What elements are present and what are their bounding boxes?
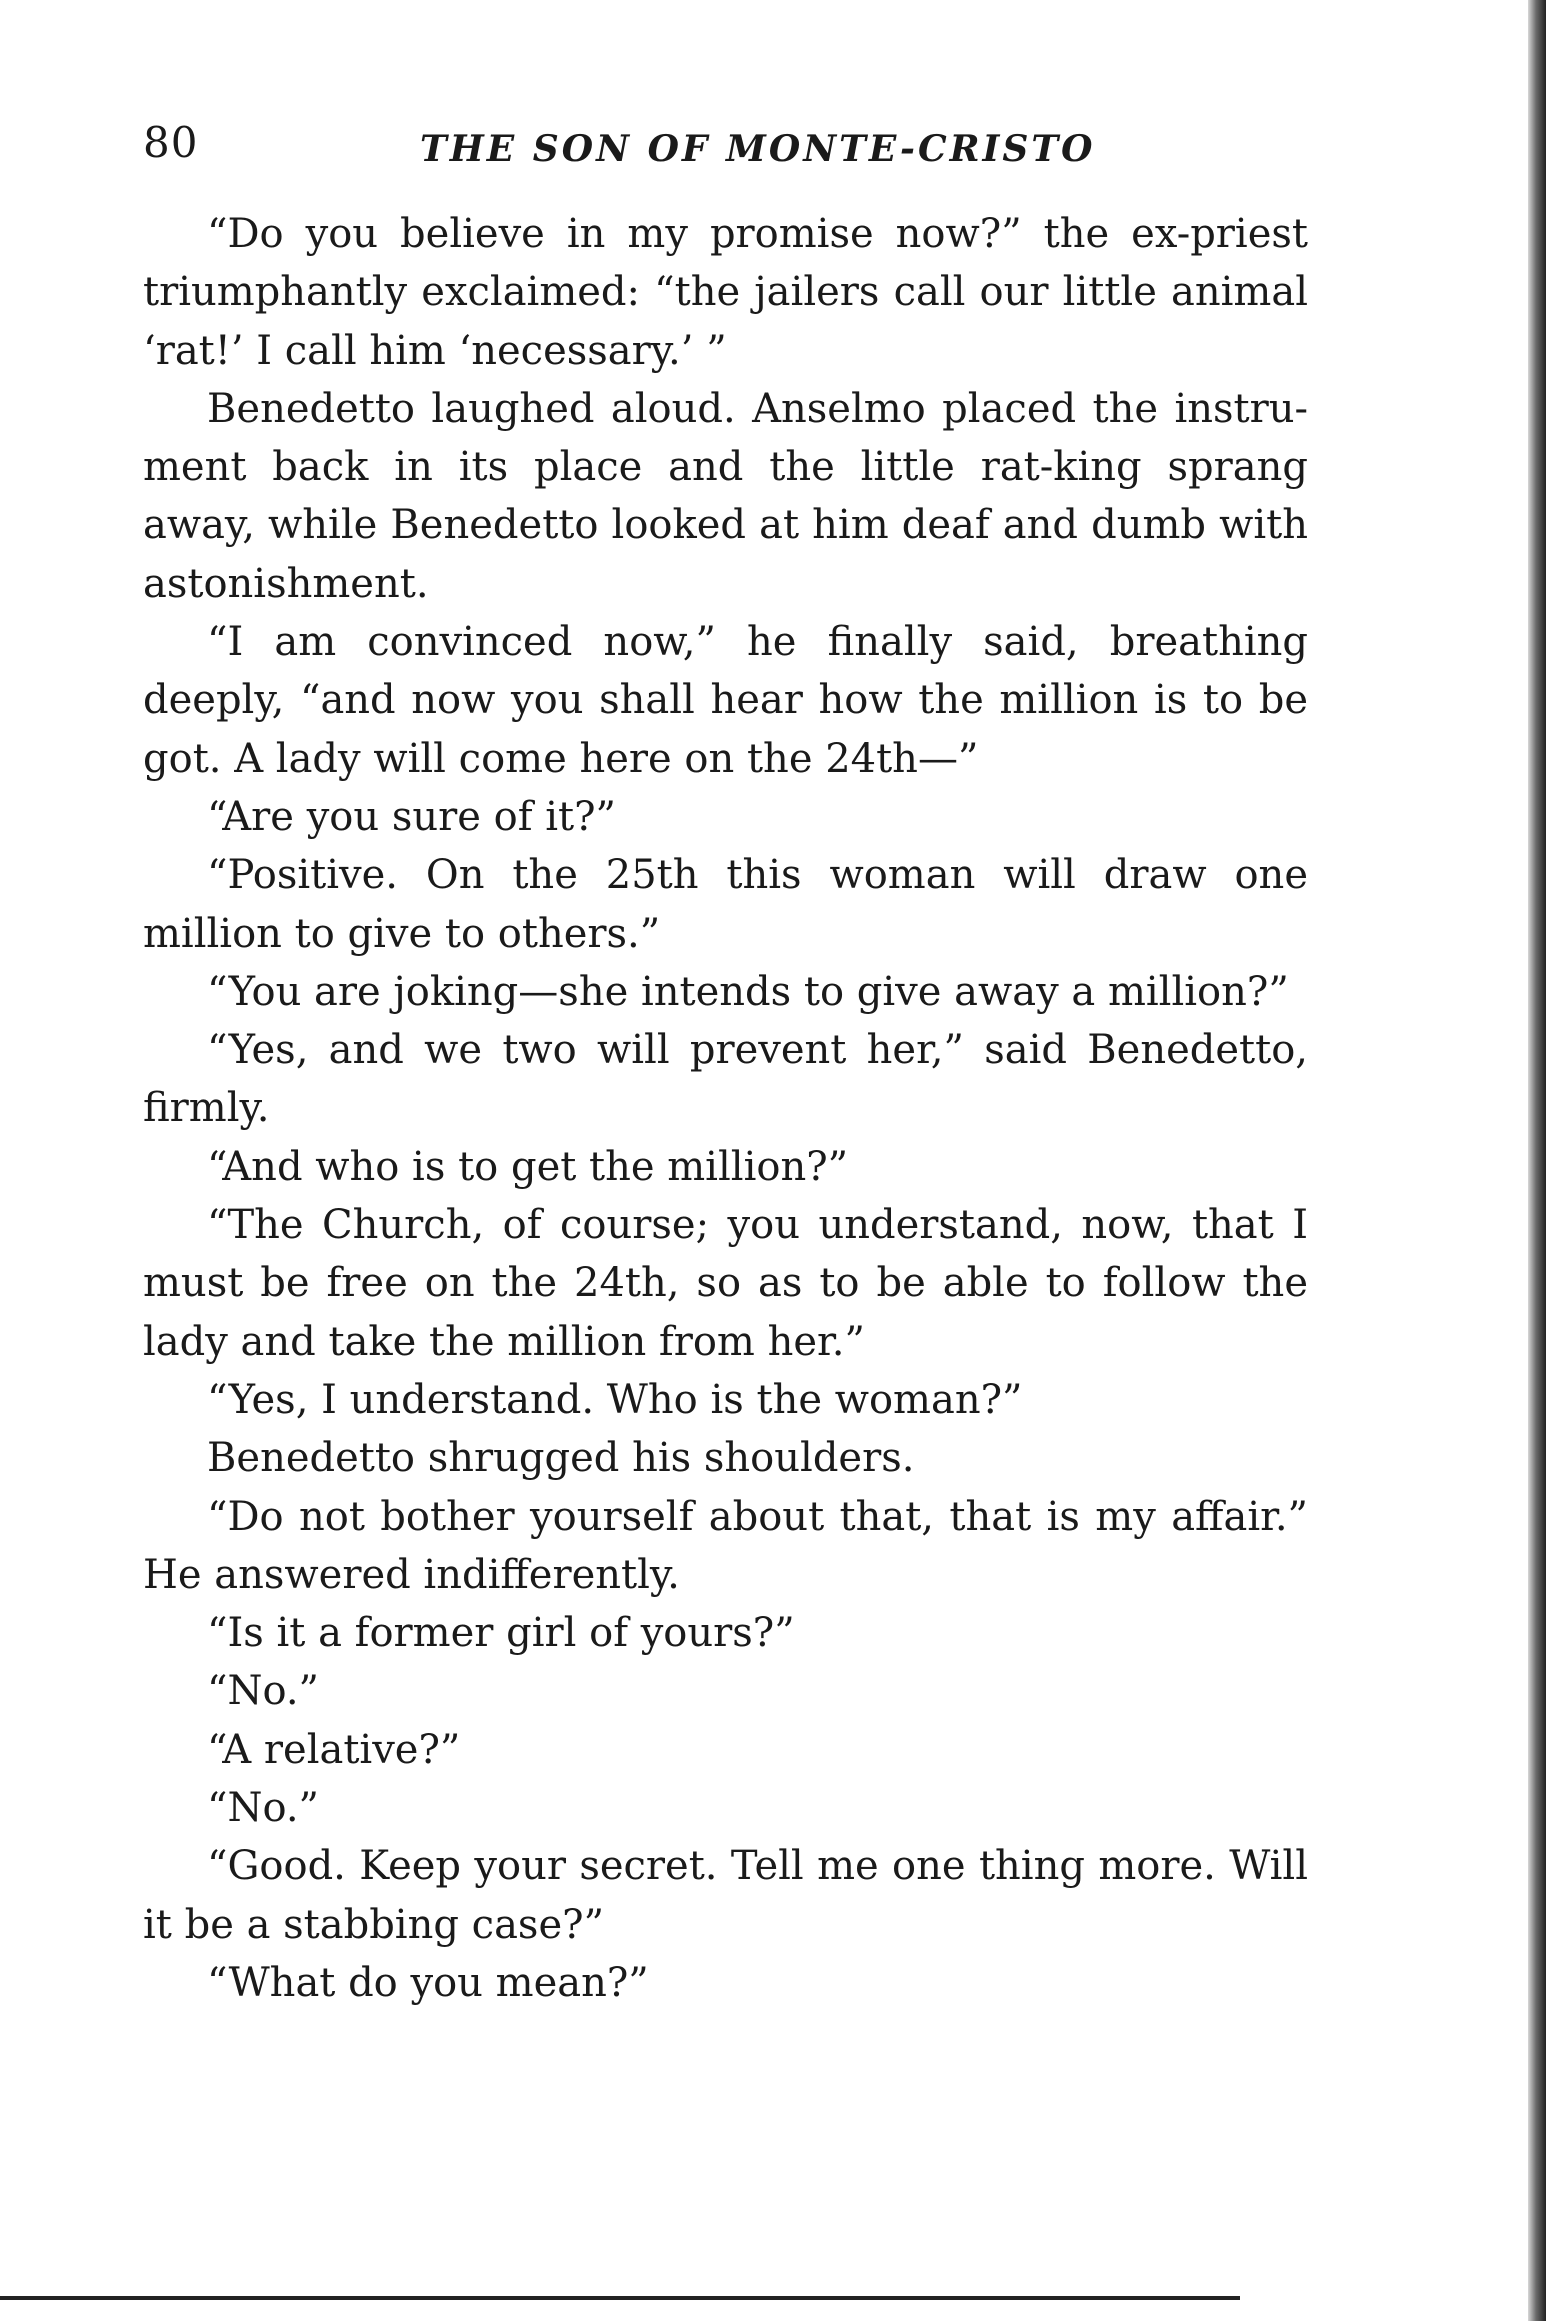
paragraph: “Do you believe in my promise now?” the ex-priest triumphantly exclaimed: “the jailers call our little animal ‘rat!’ I call him ‘necessary.’ ” bbox=[143, 211, 1308, 374]
paragraph: “Good. Keep your secret. Tell me one thing more. Will it be a stabbing case?” bbox=[143, 1843, 1308, 1948]
paragraph: “Do not bother yourself about that, that is my affair.” He answered indifferently. bbox=[143, 1493, 1308, 1598]
page-edge-shadow bbox=[1528, 0, 1546, 2321]
paragraph: Benedetto shrugged his shoulders. bbox=[207, 1435, 915, 1482]
paragraph: “No.” bbox=[207, 1785, 319, 1832]
paragraph: “Are you sure of it?” bbox=[207, 793, 617, 840]
paragraph: “Yes, I understand. Who is the woman?” bbox=[207, 1376, 1023, 1423]
paragraph: “A relative?” bbox=[207, 1726, 461, 1773]
paragraph: “I am convinced now,” he finally said, breathing deeply, “and now you shall hear how the million is to be got. A lady will come here on the 24th—” bbox=[143, 619, 1308, 782]
paragraph: “No.” bbox=[207, 1668, 319, 1715]
paragraph: “Is it a former girl of yours?” bbox=[207, 1610, 795, 1657]
paragraph: “And who is to get the million?” bbox=[207, 1143, 849, 1190]
paragraph: “Yes, and we two will prevent her,” said Benedetto, firmly. bbox=[143, 1027, 1308, 1132]
page-number: 80 bbox=[143, 118, 199, 167]
paragraph: “Positive. On the 25th this woman will draw one million to give to others.” bbox=[143, 852, 1308, 957]
running-title: THE SON OF MONTE-CRISTO bbox=[420, 128, 1096, 170]
bottom-rule bbox=[0, 2296, 1240, 2300]
paragraph: “What do you mean?” bbox=[207, 1959, 649, 2006]
paragraph: “The Church, of course; you understand, now, that I must be free on the 24th, so as to be able to follow the lady and take the million from her.” bbox=[143, 1202, 1308, 1365]
body-text bbox=[143, 205, 1308, 2012]
paragraph: “You are joking—she intends to give away a million?” bbox=[207, 968, 1289, 1015]
paragraph: Benedetto laughed aloud. Anselmo placed the instrument back in its place and the little rat-king sprang away, while Benedetto looked at him deaf and dumb with astonishment. bbox=[143, 385, 1308, 607]
